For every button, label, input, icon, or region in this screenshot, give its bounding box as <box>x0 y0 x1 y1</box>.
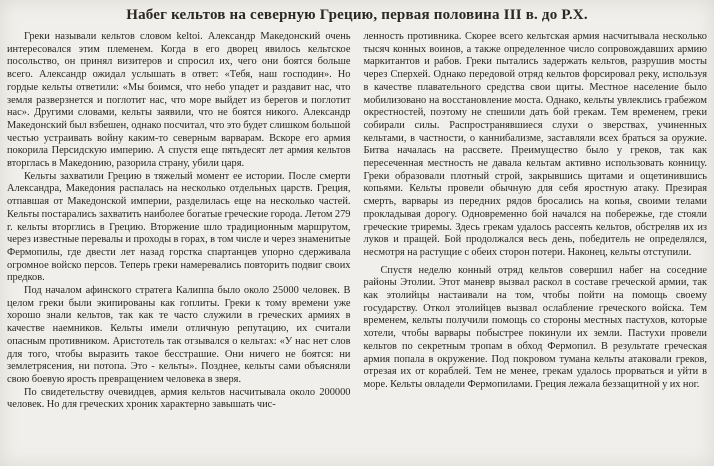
left-column <box>7 31 351 412</box>
page-title: Набег кельтов на северную Грецию, первая половина III в. до Р.Х. <box>126 7 588 23</box>
paragraph-left-3: Под началом афинского стратега Калиппа было около 25000 человек. В целом греки были экипированы как гоплиты. Греки к тому времени уже хорошо знали кельтов, так как те часто служили в греческих армиях в качестве наемников. Кельты имели отличную репутацию, их считали опасным противником. Аристотель так отзывался о кельтах: «У нас нет слов для того, чтобы выразить такое бесстрашие. Они ничего не боятся: ни землетрясения, ни потопа. Это - кельты». Позднее, кельты сами объясняли свою боевую ярость превращением человека в зверя. <box>7 285 351 385</box>
paragraph-right-1: ленность противника. Скорее всего кельтская армия насчитывала несколько тысяч конных воинов, а также определенное число сопровождавших армию маркитантов и рабов. Греки пытались задержать кельтов, разрушив мосты через Сперхей. Однако передовой отряд кельтов форсировал реку, используя в качестве плавательного средства свои щиты. Местное население было мобилизовано на восстановление моста. Однако, кельты увлеклись грабежом окрестностей, поэтому не спешили дать бой грекам. Тем временем, греки собирали силы. Распространявшиеся слухи о зверствах, учиненных кельтами, в частности, о каннибализме, заставляли всех браться за оружие. Битва началась на рассвете. Преимущество было у греков, так как пересеченная местность не давала кельтам активно использовать конницу. Греки образовали плотный строй, закрывшись щитами и ощетинившись копьями. Кельты провели обычную для себя яростную атаку. Презирая смерть, варвары из передних рядов бросались на копья, своими телами прокладывая дорогу. Одновременно бой начался на побережье, где стояли греческие триремы. Здесь грекам удалось рассеять кельтов, обстреляв их из луков и пращей. Бой продолжался весь день, победитель не определялся, несмотря на растущие с обеих сторон потери. Наконец, кельты отступили. <box>363 31 707 258</box>
text-columns <box>7 31 707 412</box>
paragraph-right-2: Спустя неделю конный отряд кельтов совершил набег на соседние районы Этолии. Этот маневр вызвал раскол в составе греческой армии, так как этолийцы настаивали на том, чтобы пойти на помощь своему государству. Откол этолийцев вызвал ослабление греческого войска. Тем временем, кельты получили помощь со стороны местных пастухов, которые хотели, чтобы варвары побыстрее покинули их земли. Пастухи провели кельтов по секретным тропам в обход Фермопил. В результате греческая армия попала в окружение. Под покровом тумана кельты атаковали греков, отрезая их от кораблей. Тем не менее, грекам удалось прорваться и уйти в море. Кельты овладели Фермопилами. Греция лежала беззащитной у их ног. <box>363 264 707 390</box>
paragraph-left-1: Греки называли кельтов словом keltoi. Александр Македонский очень интересовался этим племенем. Когда в его дворец явилось кельтское посольство, он принял визитеров и спросил их, чего они боятся больше всего. Александр ожидал услышать в ответ: «Тебя, наш господин». Но гордые кельты ответили: «Мы боимся, что небо упадет и раздавит нас, что земля разверзнется и поглотит нас, что море выйдет из берегов и поглотит нас». Другими словами, кельты заявили, что не боятся никого. Александр Македонский был взбешен, однако посчитал, что это будет слишком большой честью устраивать войну каким-то северным варварам. Вскоре его армия покорила Персидскую империю. А спустя еще пятьдесят лет армия кельтов вторглась в Македонию, разорила страну, убили царя. <box>7 31 351 170</box>
right-column <box>364 31 708 412</box>
paragraph-left-2: Кельты захватили Грецию в тяжелый момент ее истории. После смерти Александра, Македония распалась на несколько отдельных царств. Греция, отпавшая от Македонской империи, разделилась еще на несколько частей. Кельты постарались захватить наиболее богатые греческие города. Летом 279 г. кельты вторглись в Грецию. Вторжение шло традиционным маршрутом, через известные перевалы и проходы в горах, в том числе и через знаменитые Фермопилы, где двести лет назад горстка спартанцев упорно сдерживала огромное войско персов. Теперь греки намеревались повторить подвиг своих предков. <box>7 170 351 284</box>
paragraph-left-4: По свидетельству очевидцев, армия кельтов насчитывала около 200000 человек. Но для греческих хроник характерно завышать чис- <box>7 386 351 411</box>
